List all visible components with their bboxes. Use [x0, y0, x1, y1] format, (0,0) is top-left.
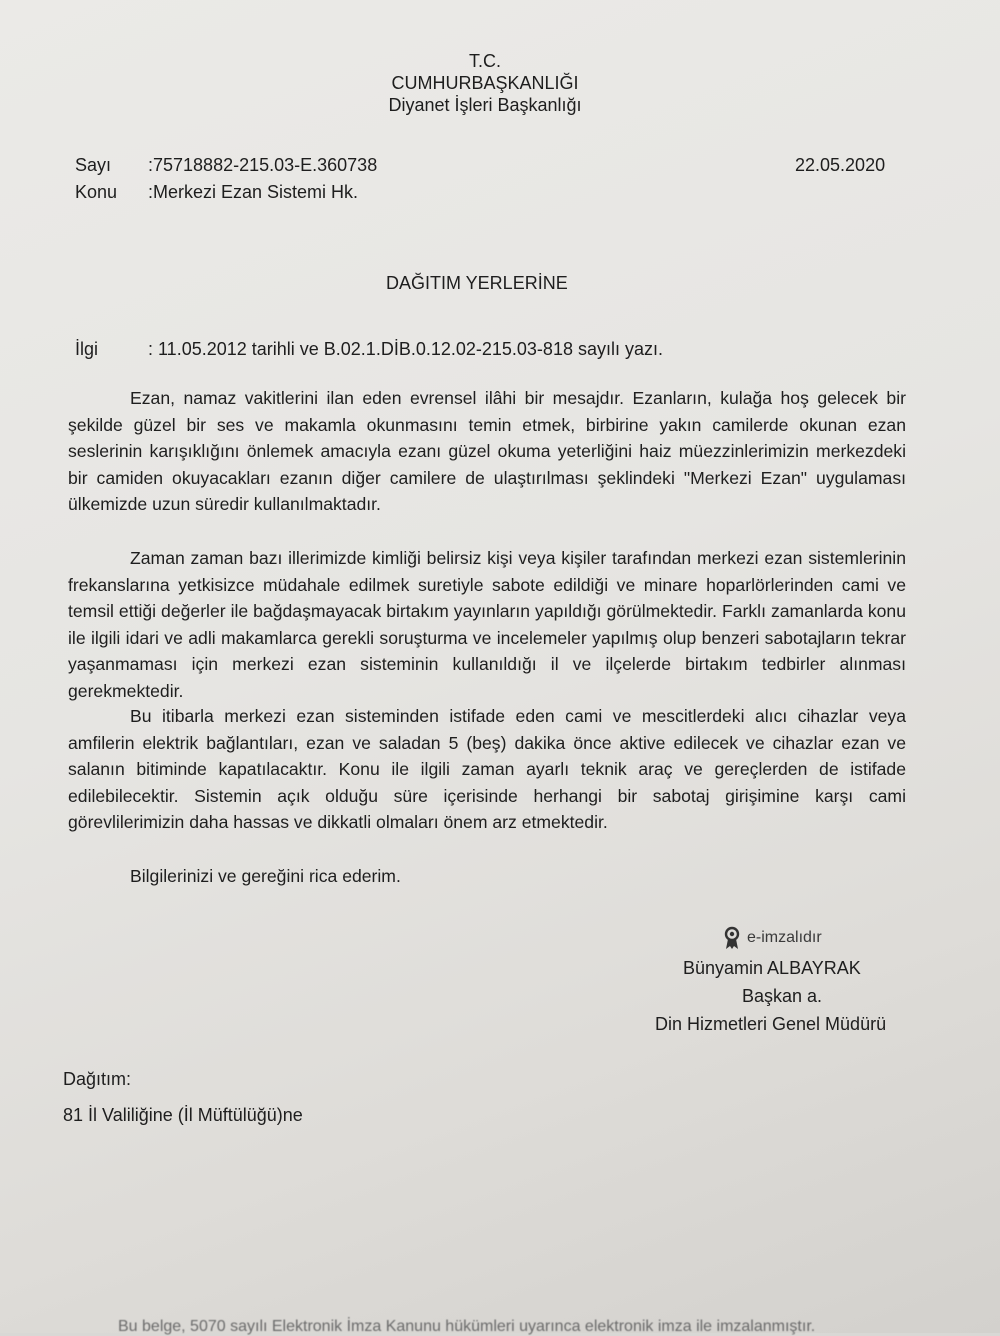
esignature-text: e-imzalıdır [747, 929, 822, 946]
paragraph-text: Bu itibarla merkezi ezan sisteminden istifade eden cami ve mescitlerdeki alıcı cihazlar veya amfilerin elektrik bağlantıları, ezan ve saladan 5 (beş) dakika önce aktive edilecek ve cihazlar ezan ve salanın bitiminde kapatılacaktır. Konu ile ilgili zaman ayarlı teknik araç ve gereçlerden de istifade edilebilecektir. Sistemin açık olduğu süre içerisinde herhangi bir sabotaj girişimine karşı cami görevlilerimizin daha hassas ve dikkatli olmaları önem arz etmektedir. [68, 706, 906, 832]
signatory-department: Din Hizmetleri Genel Müdürü [655, 1014, 887, 1034]
signatory-name: Bünyamin ALBAYRAK [683, 958, 861, 978]
header-directorate: Diyanet İşleri Başkanlığı [388, 95, 582, 115]
distribution-item: 81 İl Valiliğine (İl Müftülüğü)ne [63, 1105, 303, 1125]
signatory-role: Başkan a. [742, 986, 823, 1006]
body-paragraph-1 [68, 385, 906, 518]
footer-note: Bu belge, 5070 sayılı Elektronik İmza Kanunu hükümleri uyarınca elektronik imza ile imzalanmıştır. [118, 1318, 816, 1335]
paragraph-text: Ezan, namaz vakitlerini ilan eden evrensel ilâhi bir mesajdır. Ezanların, kulağa hoş gelecek bir şekilde güzel bir ses ve makamla okunmasını temin etmek, birbirine yakın camilerde okunan ezan seslerinin karışıklığını önlemek amacıyla ezanı güzel okuma yeterliğini haiz müezzinlerimizin merkezdeki bir camiden okuyacakları ezanın diğer camilere de ulaştırılması şeklindeki "Merkezi Ezan" uygulaması ülkemizde uzun süredir kullanılmaktadır. [68, 388, 906, 514]
paragraph-text: Bilgilerinizi ve gereğini rica ederim. [130, 866, 401, 886]
ilgi-label: İlgi [75, 339, 99, 359]
sayi-label: Sayı [75, 155, 112, 175]
recipient-title: DAĞITIM YERLERİNE [386, 273, 568, 293]
paragraph-text: Zaman zaman bazı illerimizde kimliği belirsiz kişi veya kişiler tarafından merkezi ezan sistemlerinin frekanslarına yetkisizce müdahale edilmek suretiyle sabote edildiği ve minare hoparlörlerinden cami ve temsil ettiği değerler ile bağdaşmayacak birtakım yayınların yapıldığı görülmektedir. Farklı zamanlarda konu ile ilgili idari ve adli makamlarca gerekli soruşturma ve incelemeler yapılmış olup benzeri sabotajların tekrar yaşanmaması için merkezi ezan sisteminin kullanıldığı il ve ilçelerde birtakım tedbirler alınması gerekmektedir. [68, 548, 906, 701]
esignature-mark [723, 926, 822, 950]
konu-label: Konu [75, 182, 118, 202]
ribbon-seal-icon [723, 926, 741, 950]
konu-value: :Merkezi Ezan Sistemi Hk. [148, 182, 359, 202]
distribution-label: Dağıtım: [63, 1069, 132, 1089]
body-paragraph-2 [68, 545, 906, 704]
sayi-value: :75718882-215.03-E.360738 [148, 155, 378, 175]
ilgi-value: : 11.05.2012 tarihli ve B.02.1.DİB.0.12.02-215.03-818 sayılı yazı. [148, 339, 663, 359]
header-presidency: CUMHURBAŞKANLIĞI [391, 73, 579, 93]
closing-sentence [68, 863, 906, 890]
header-tc: T.C. [468, 51, 501, 71]
body-paragraph-3 [68, 703, 906, 836]
document-date: 22.05.2020 [795, 155, 886, 175]
